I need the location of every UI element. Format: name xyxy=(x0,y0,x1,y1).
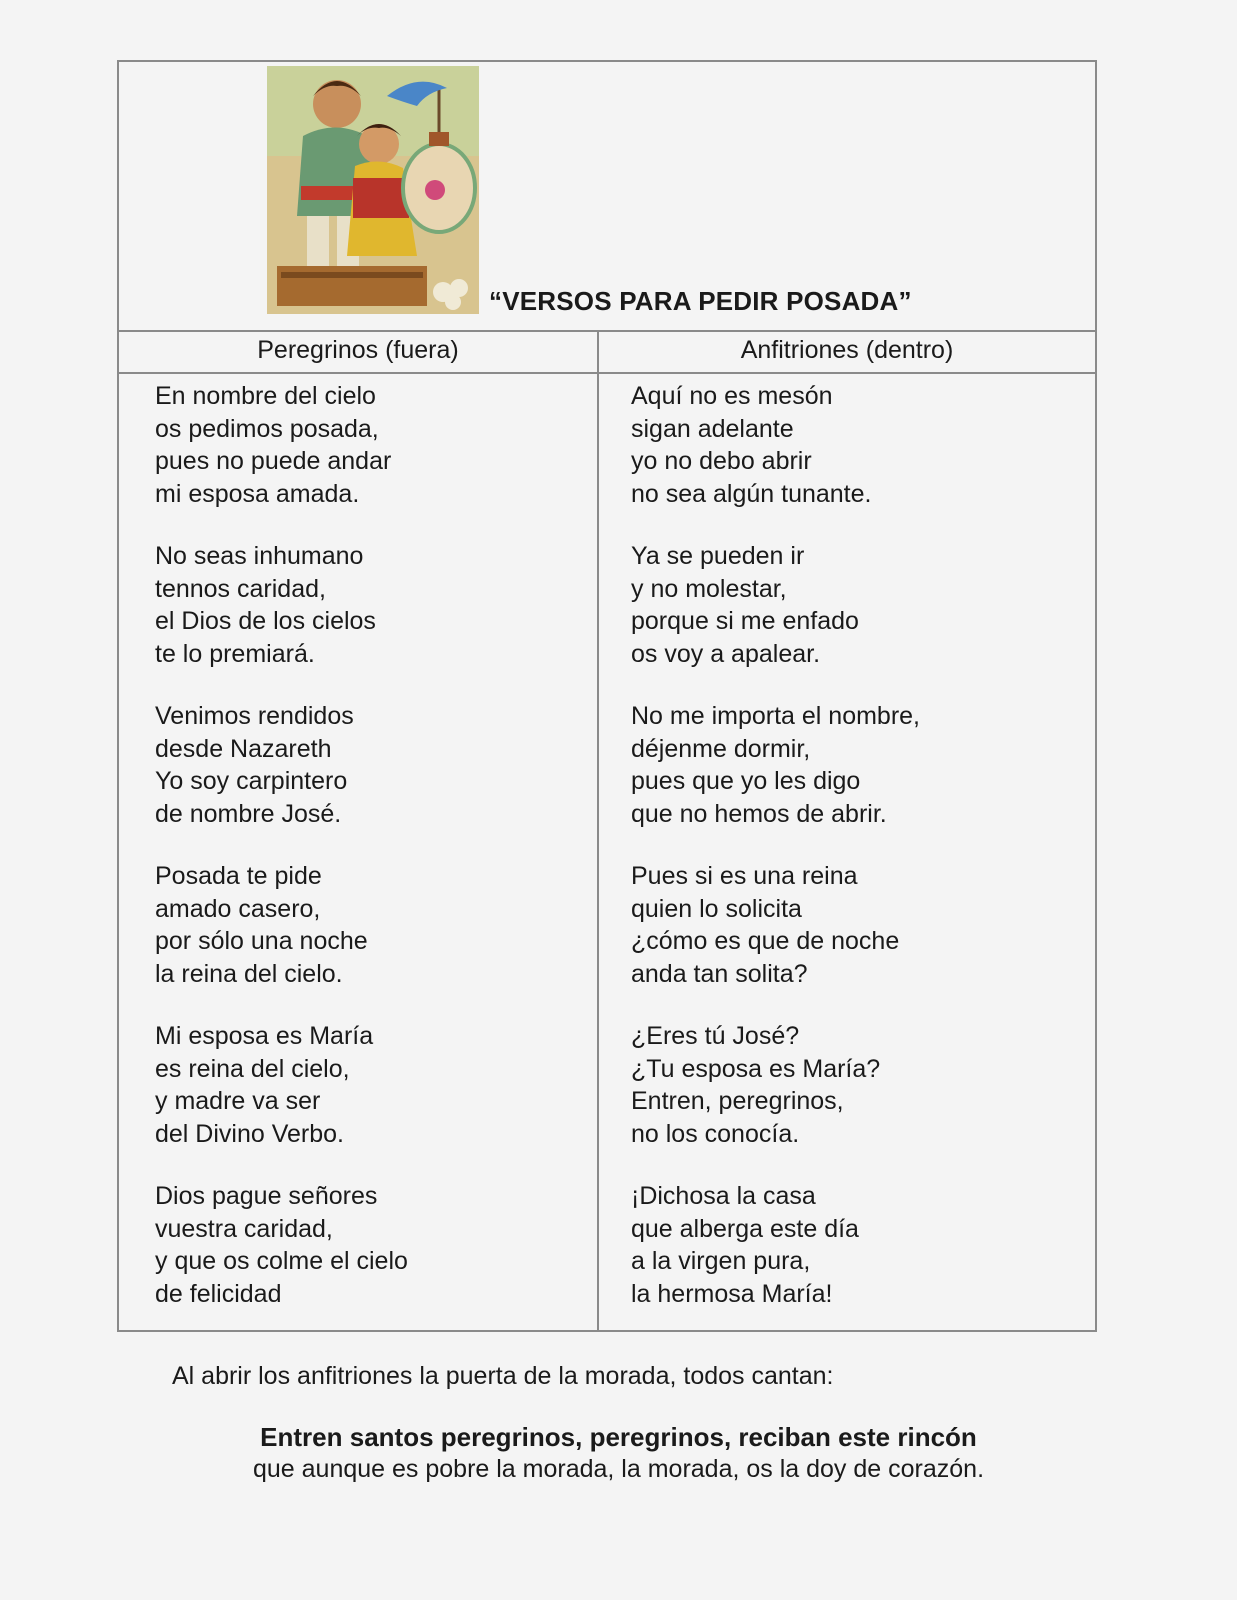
column-headers-row xyxy=(119,332,1095,374)
peregrinos-stanza xyxy=(155,1020,408,1150)
anfitriones-verse-line: la hermosa María! xyxy=(631,1279,833,1308)
anfitriones-stanza xyxy=(631,860,920,990)
peregrinos-verse-line: y que os colme el cielo xyxy=(155,1247,408,1275)
peregrinos-verse-line: amado casero, xyxy=(155,894,321,923)
peregrinos-verse-line: de felicidad xyxy=(155,1279,282,1308)
anfitriones-verse-line: os voy a apalear. xyxy=(631,639,821,668)
anfitriones-verse-line: Pues si es una reina xyxy=(631,862,858,890)
peregrinos-verse-line: la reina del cielo. xyxy=(155,959,343,988)
peregrinos-verse-line: No seas inhumano xyxy=(155,542,364,570)
anfitriones-verse-line: pues que yo les digo xyxy=(631,767,861,795)
peregrinos-verse-line: por sólo una noche xyxy=(155,927,368,955)
anfitriones-verse-line: Ya se pueden ir xyxy=(631,542,805,570)
peregrinos-verses xyxy=(155,380,408,1340)
anfitriones-verse-line: Entren, peregrinos, xyxy=(631,1087,844,1115)
peregrinos-verse-line: vuestra caridad, xyxy=(155,1214,333,1243)
chorus-line-2: que aunque es pobre la morada, la morada, os la doy de corazón. xyxy=(252,1455,985,1483)
peregrinos-stanza xyxy=(155,1180,408,1310)
column-divider xyxy=(597,330,599,1330)
peregrinos-verse-line: te lo premiará. xyxy=(155,639,315,668)
table-header-cell xyxy=(119,62,1095,332)
anfitriones-stanza xyxy=(631,700,920,830)
anfitriones-stanza xyxy=(631,1020,920,1150)
illustration-svg xyxy=(267,66,479,314)
peregrinos-verse-line: mi esposa amada. xyxy=(155,479,360,508)
anfitriones-verse-line: ¡Dichosa la casa xyxy=(631,1182,816,1210)
anfitriones-verse-line: y no molestar, xyxy=(631,574,787,603)
anfitriones-verse-line: ¿Eres tú José? xyxy=(631,1022,800,1050)
anfitriones-verse-line: anda tan solita? xyxy=(631,959,808,988)
peregrinos-verse-line: En nombre del cielo xyxy=(155,382,376,410)
peregrinos-verse-line: Venimos rendidos xyxy=(155,702,354,730)
peregrinos-verse-line: Yo soy carpintero xyxy=(155,767,348,795)
anfitriones-verse-line: no sea algún tunante. xyxy=(631,479,872,508)
peregrinos-verse-line: os pedimos posada, xyxy=(155,414,379,443)
anfitriones-verse-line: Aquí no es mesón xyxy=(631,382,833,410)
peregrinos-verse-line: Mi esposa es María xyxy=(155,1022,374,1050)
document-title: “VERSOS PARA PEDIR POSADA” xyxy=(489,286,912,316)
verses-table xyxy=(117,60,1097,1332)
footer-intro-text: Al abrir los anfitriones la puerta de la morada, todos cantan: xyxy=(172,1362,834,1390)
anfitriones-verse-line: quien lo solicita xyxy=(631,894,802,923)
peregrinos-column-header: Peregrinos (fuera) xyxy=(257,336,459,364)
children-pinata-illustration xyxy=(267,66,479,314)
peregrinos-verse-line: pues no puede andar xyxy=(155,447,392,475)
anfitriones-verses xyxy=(631,380,920,1340)
peregrinos-verse-line: es reina del cielo, xyxy=(155,1054,350,1083)
anfitriones-column-header: Anfitriones (dentro) xyxy=(740,336,954,364)
anfitriones-stanza xyxy=(631,380,920,510)
anfitriones-verse-line: yo no debo abrir xyxy=(631,447,812,475)
anfitriones-verse-line: no los conocía. xyxy=(631,1119,800,1148)
anfitriones-verse-line: porque si me enfado xyxy=(631,607,859,635)
peregrinos-stanza xyxy=(155,860,408,990)
anfitriones-verse-line: sigan adelante xyxy=(631,414,794,443)
anfitriones-verse-line: ¿cómo es que de noche xyxy=(631,927,900,955)
anfitriones-verse-line: No me importa el nombre, xyxy=(631,702,921,730)
anfitriones-verse-line: a la virgen pura, xyxy=(631,1247,811,1275)
peregrinos-verse-line: del Divino Verbo. xyxy=(155,1119,345,1148)
anfitriones-stanza xyxy=(631,540,920,670)
anfitriones-verse-line: que no hemos de abrir. xyxy=(631,799,887,828)
anfitriones-verse-line: déjenme dormir, xyxy=(631,734,811,763)
peregrinos-stanza xyxy=(155,700,408,830)
peregrinos-verse-line: Posada te pide xyxy=(155,862,322,890)
anfitriones-verse-line: que alberga este día xyxy=(631,1214,859,1243)
anfitriones-verse-line: ¿Tu esposa es María? xyxy=(631,1054,881,1083)
peregrinos-stanza xyxy=(155,540,408,670)
peregrinos-stanza xyxy=(155,380,408,510)
chorus-line-1: Entren santos peregrinos, peregrinos, reciban este rincón xyxy=(260,1422,977,1452)
peregrinos-verse-line: y madre va ser xyxy=(155,1087,321,1115)
anfitriones-stanza xyxy=(631,1180,920,1310)
peregrinos-verse-line: el Dios de los cielos xyxy=(155,607,376,635)
peregrinos-verse-line: desde Nazareth xyxy=(155,734,332,763)
peregrinos-verse-line: tennos caridad, xyxy=(155,574,326,603)
peregrinos-verse-line: de nombre José. xyxy=(155,799,342,828)
peregrinos-verse-line: Dios pague señores xyxy=(155,1182,378,1210)
